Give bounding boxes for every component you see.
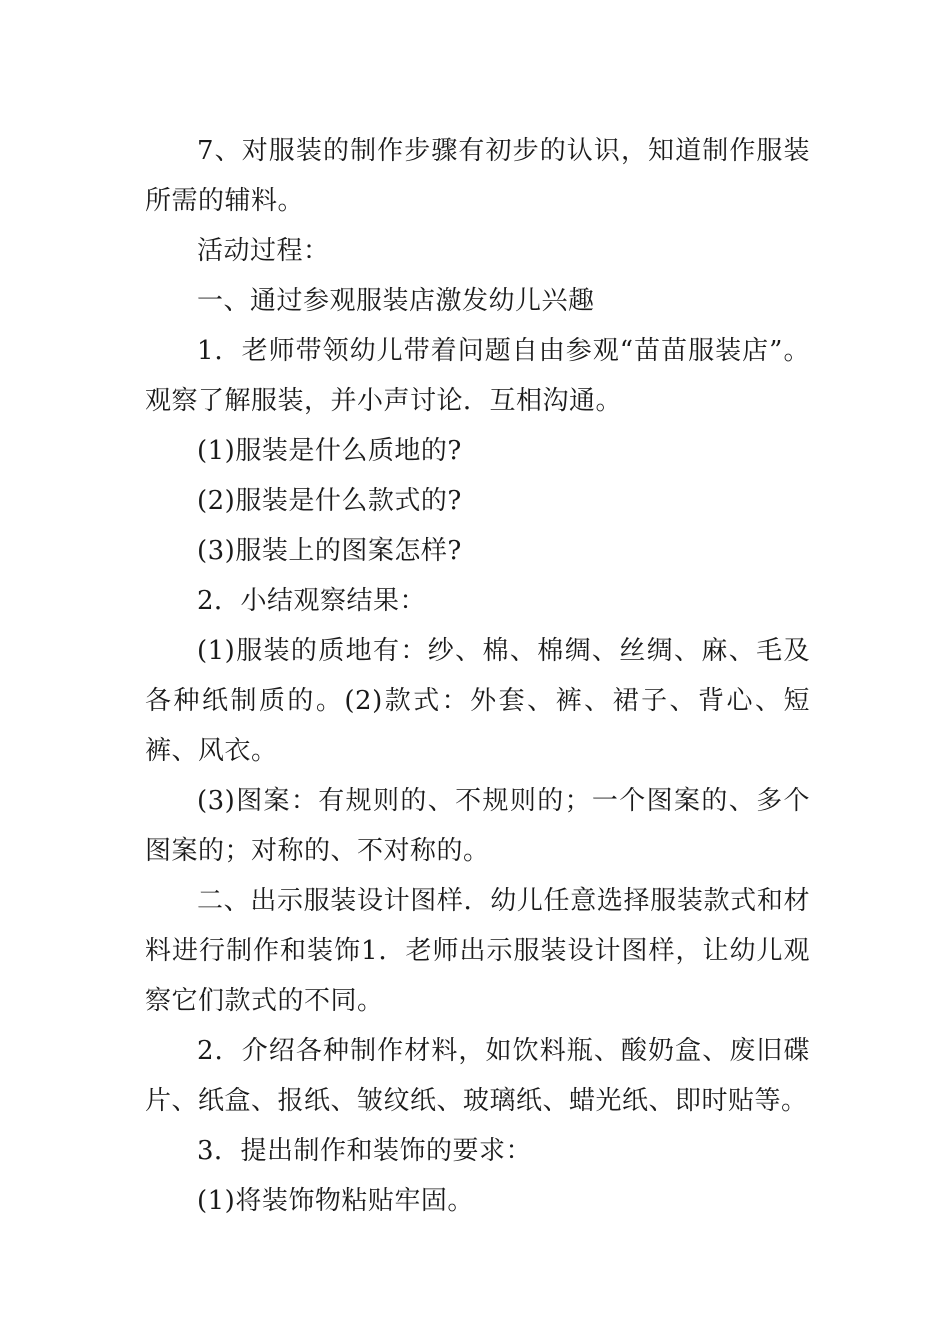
document-body — [145, 126, 810, 1226]
list-item: (1)将装饰物粘贴牢固。 — [197, 1186, 474, 1216]
paragraph: 2．介绍各种制作材料，如饮料瓶、酸奶盒、废旧碟片、纸盒、报纸、皱纹纸、玻璃纸、蜡光纸、即时贴等。 — [145, 1036, 810, 1116]
list-item: (1)服装是什么质地的? — [197, 436, 462, 466]
section-heading: 一、通过参观服装店激发幼儿兴趣 — [197, 286, 595, 316]
section-heading: 二、出示服装设计图样．幼儿任意选择服装款式和材料进行制作和装饰1．老师出示服装设计图样，让幼儿观察它们款式的不同。 — [145, 886, 810, 1016]
list-item: (1)服装的质地有：纱、棉、棉绸、丝绸、麻、毛及各种纸制质的。(2)款式：外套、裤、裙子、背心、短裤、风衣。 — [145, 636, 810, 766]
paragraph: 1．老师带领幼儿带着问题自由参观“苗苗服装店”。观察了解服装，并小声讨论．互相沟通。 — [145, 336, 810, 416]
list-item: (3)服装上的图案怎样? — [197, 536, 462, 566]
paragraph: 7、对服装的制作步骤有初步的认识，知道制作服装所需的辅料。 — [145, 136, 810, 216]
list-item: (2)服装是什么款式的? — [197, 486, 462, 516]
paragraph: 3．提出制作和装饰的要求： — [197, 1136, 533, 1166]
paragraph: 活动过程： — [197, 236, 330, 266]
paragraph: 2．小结观察结果： — [197, 586, 427, 616]
list-item: (3)图案：有规则的、不规则的；一个图案的、多个图案的；对称的、不对称的。 — [145, 786, 810, 866]
